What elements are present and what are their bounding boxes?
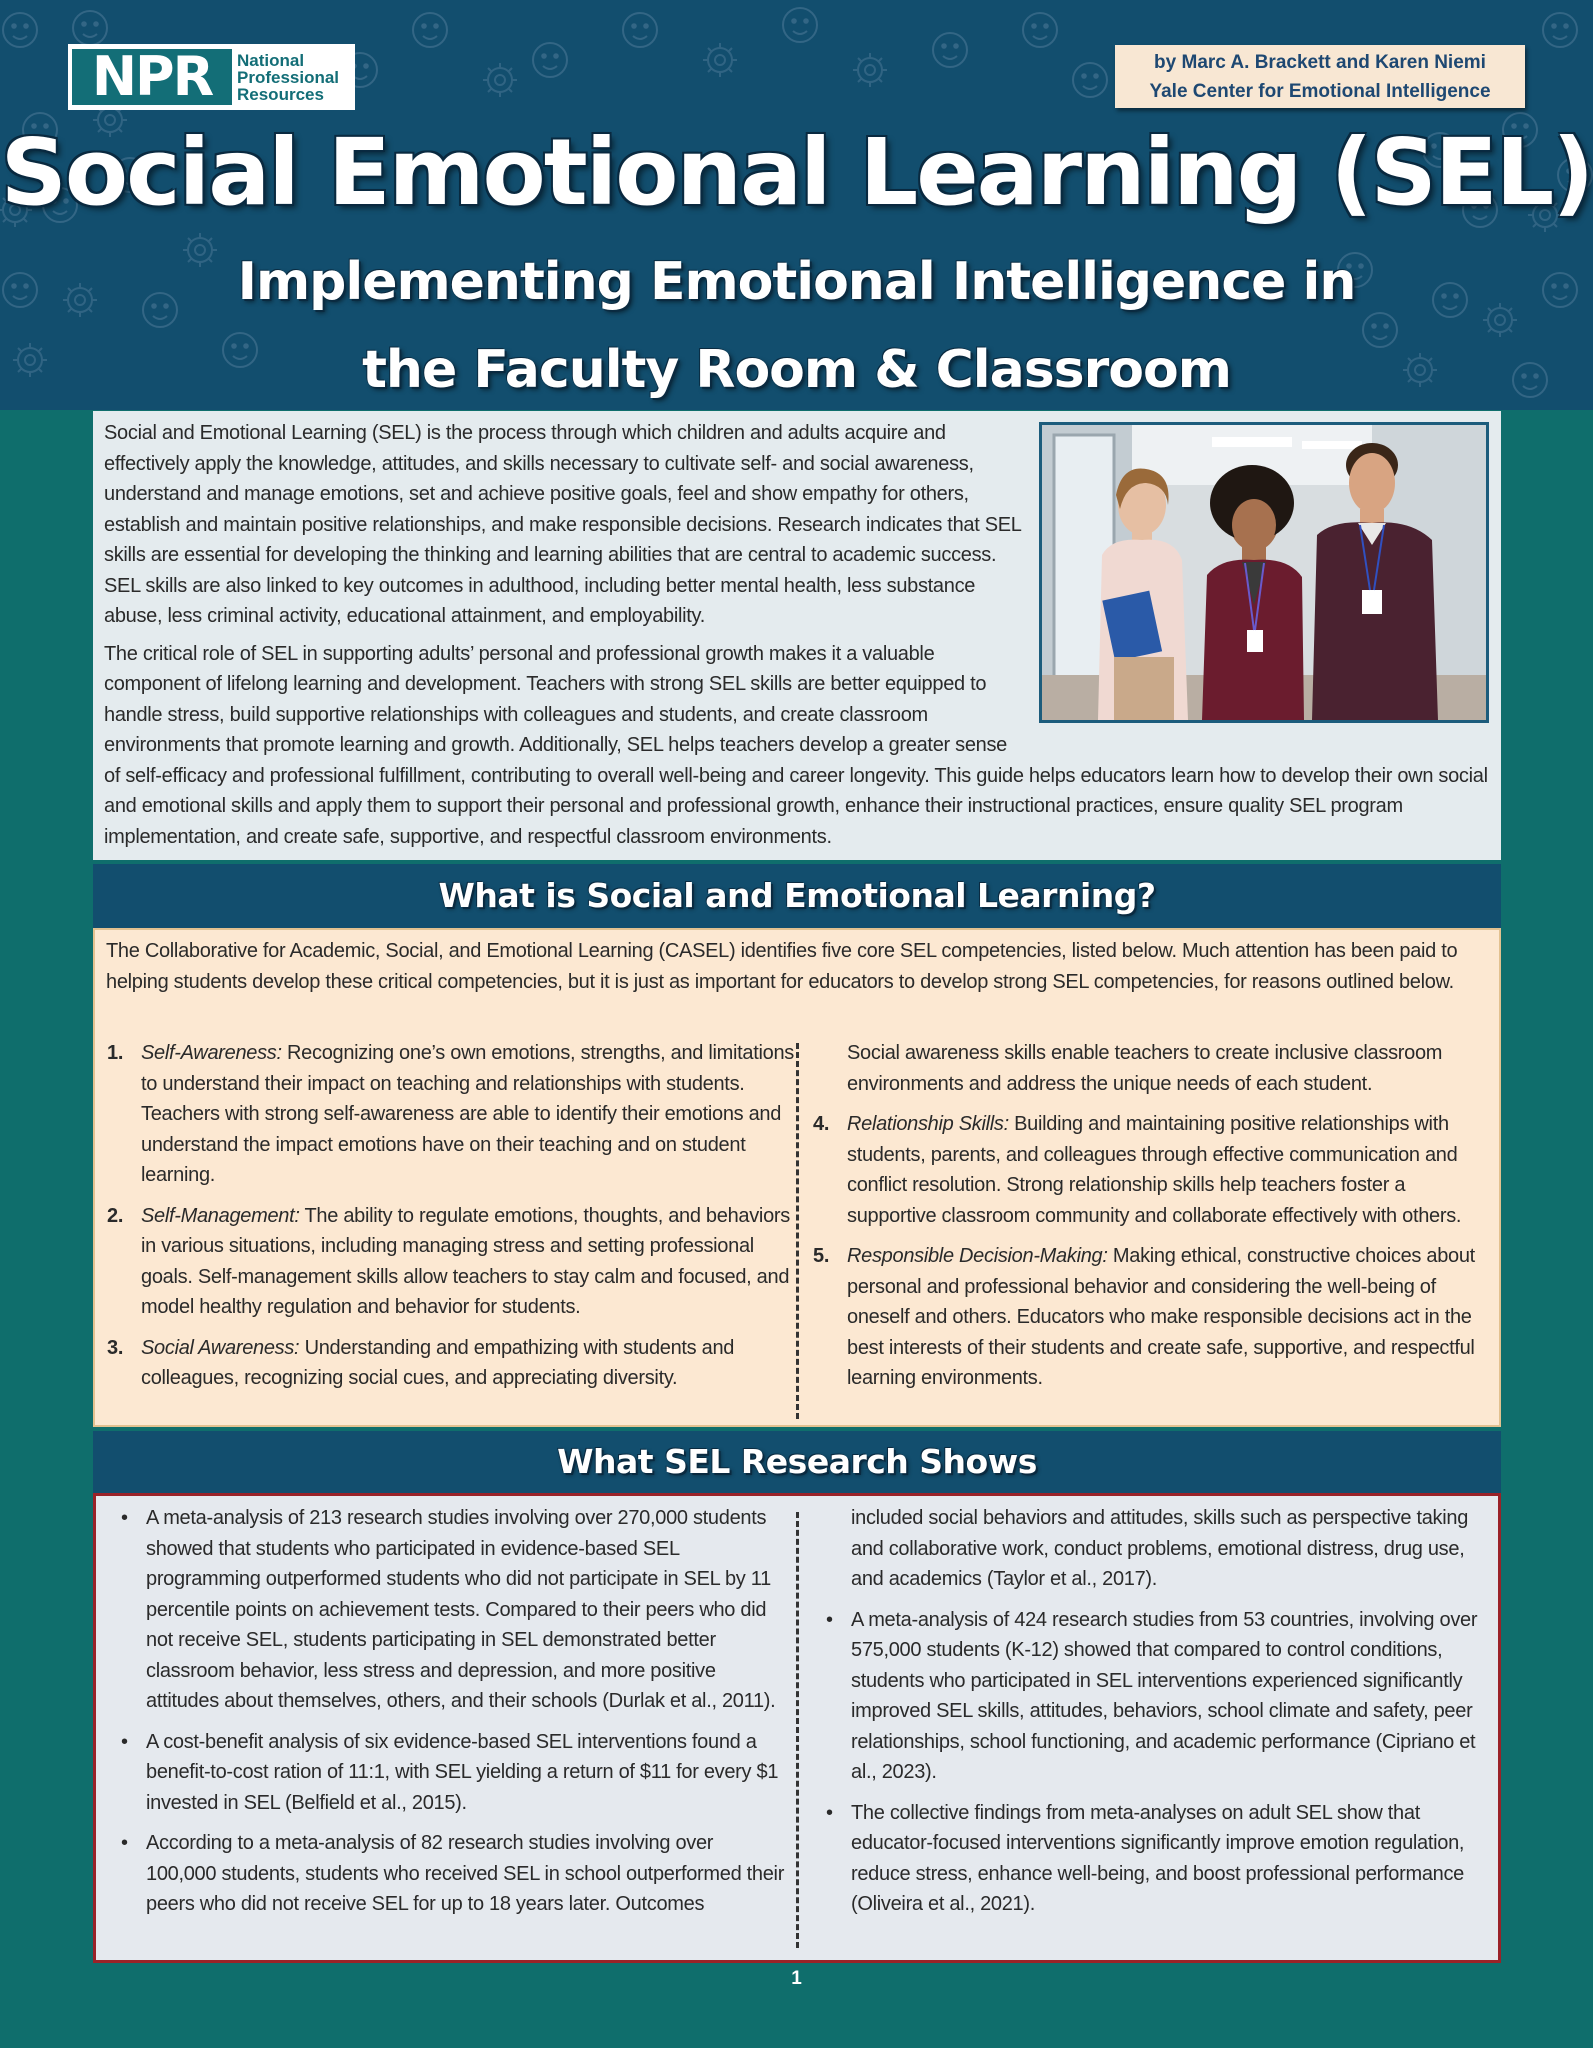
subtitle-line-2: the Faculty Room & Classroom	[362, 340, 1231, 400]
research-continuation: included social behaviors and attitudes, skills such as perspective taking and collaborative work, conduct problems, emotional distress, drug use, and academics (Taylor et al., 2017).	[851, 1507, 1469, 1590]
logo-mark: NPR	[72, 49, 232, 105]
competency-number: 1.	[107, 1042, 124, 1064]
competency-number: 2.	[107, 1204, 124, 1227]
bullet-glyph: •	[826, 1608, 833, 1631]
competency-item	[107, 1201, 797, 1323]
competency-item	[813, 1109, 1493, 1231]
competency-term: Social Awareness:	[141, 1336, 300, 1359]
competency-description: Recognizing one’s own emotions, strengths, and limitations to understand their impact on teaching and relationships with students. Teachers with strong self-awareness are able to identify their emotions and understand the impact emotions have on their teaching and on student learning.	[141, 1042, 794, 1186]
research-bullet-text: The collective findings from meta-analyses on adult SEL show that educator-focused interventions significantly improve emotion regulation, reduce stress, enhance well-being, and boost professional performance (Oliveira et al., 2021).	[851, 1801, 1465, 1915]
educators-photo	[1039, 422, 1489, 723]
competency-item	[107, 1038, 797, 1191]
research-bullet	[111, 1727, 786, 1819]
competency-description: The ability to regulate emotions, thoughts, and behaviors in various situations, including managing stress and setting professional goals. Self-management skills allow teachers to stay calm and focused, and model healthy regulation and behavior for students.	[141, 1204, 790, 1318]
logo-line-2: Professional	[237, 67, 340, 87]
what-is-sel-section	[93, 928, 1501, 1427]
logo-line-3: Resources	[237, 84, 324, 104]
research-section	[93, 1493, 1501, 1963]
research-bullet-text: A meta-analysis of 213 research studies involving over 270,000 students showed that students who participated in evidence-based SEL programming outperformed students who did not participate in SEL by 11 percentile points on achievement tests. Compared to their peers who did not receive SEL, students participating in SEL demonstrated better classroom behavior, less stress and depression, and more positive attitudes about themselves, others, and their schools (Durlak et al., 2011).	[146, 1507, 776, 1712]
bullet-glyph: •	[121, 1507, 128, 1529]
intro-text	[104, 418, 1500, 859]
intro-paragraph-1: Social and Emotional Learning (SEL) is the process through which children and adults acquire and effectively apply the knowledge, attitudes, and skills necessary to cultivate self- and social awareness, understand and manage emotions, set and achieve positive goals, feel and show empathy for others, establish and maintain positive relationships, and make responsible decisions. Research indicates that SEL skills are essential for developing the thinking and learning abilities that are central to academic success. SEL skills are also linked to key outcomes in adulthood, including better mental health, less substance abuse, less criminal activity, educational attainment, and employability.	[104, 422, 1021, 627]
bullet-glyph: •	[121, 1832, 128, 1854]
page-title: Social Emotional Learning (SEL)	[0, 119, 1593, 226]
pattern-middle	[343, 8, 1107, 97]
intro-section	[93, 411, 1501, 860]
research-bullet	[816, 1605, 1494, 1788]
logo-text	[237, 52, 339, 103]
bullet-glyph: •	[826, 1801, 833, 1824]
competency-term: Responsible Decision-Making:	[847, 1245, 1108, 1267]
bullet-glyph: •	[121, 1730, 128, 1753]
casel-intro-text: The Collaborative for Academic, Social, and Emotional Learning (CASEL) identifies five core SEL competencies, listed below. Much attention has been paid to helping students develop these critical competencies, but it is just as important for educators to develop strong SEL competencies, for reasons outlined below.	[106, 940, 1458, 993]
research-bullet	[111, 1503, 786, 1717]
competency-description: Making ethical, constructive choices about personal and professional behavior and considering the well-being of oneself and others. Educators who make responsible decisions act in the best interests of their students and create safe, supportive, and respectful learning environments.	[847, 1245, 1475, 1389]
research-right-column	[816, 1503, 1494, 1930]
logo-line-1: National	[237, 50, 305, 70]
research-bullet	[111, 1828, 786, 1920]
subtitle-line-1: Implementing Emotional Intelligence in	[237, 252, 1356, 312]
research-bullet-text: According to a meta-analysis of 82 research studies involving over 100,000 students, students who received SEL in school outperformed their peers who did not receive SEL for up to 18 years later. Outcomes	[146, 1832, 785, 1915]
header-banner	[0, 0, 1593, 410]
competency-number: 3.	[107, 1336, 124, 1359]
npr-logo	[68, 44, 355, 110]
competency-item	[813, 1241, 1493, 1394]
competency-description: Building and maintaining positive relationships with students, parents, and colleagues through effective communication and conflict resolution. Strong relationship skills help teachers foster a supportive classroom community and collaborate effectively with others.	[847, 1113, 1462, 1227]
competencies-right-column	[813, 1038, 1493, 1404]
page-subtitle	[0, 238, 1593, 410]
column-divider	[796, 1512, 799, 1948]
competency-number: 5.	[813, 1245, 830, 1267]
competency-item	[107, 1333, 797, 1394]
author-byline	[1115, 45, 1525, 108]
competency-term: Self-Management:	[141, 1204, 300, 1227]
competencies-left-column	[107, 1038, 797, 1404]
column-divider	[796, 1043, 799, 1419]
research-heading: What SEL Research Shows	[93, 1431, 1501, 1493]
byline-authors: by Marc A. Brackett and Karen Niemi	[1154, 52, 1486, 73]
byline-organization: Yale Center for Emotional Intelligence	[1149, 81, 1491, 102]
educators-photo-illustration	[1042, 425, 1486, 720]
research-left-column	[111, 1503, 786, 1930]
page-number: 1	[791, 1968, 802, 1989]
what-is-sel-heading: What is Social and Emotional Learning?	[93, 864, 1501, 928]
research-bullet	[816, 1798, 1494, 1920]
competency-description: Understanding and empathizing with students and colleagues, recognizing social cues, and appreciating diversity.	[141, 1336, 735, 1389]
intro-paragraph-2: The critical role of SEL in supporting adults’ personal and professional growth makes it a valuable component of lifelong learning and development. Teachers with strong SEL skills are better equipped to handle stress, build supportive relationships with colleagues and students, and create classroom environments that promote learning and growth. Additionally, SEL helps teachers develop a greater sense of self-efficacy and professional fulfillment, contributing to overall well-being and career longevity. This guide helps educators learn how to develop their own social and emotional skills and apply them to support their personal and professional growth, enhance their instructional practices, ensure quality SEL program implementation, and create safe, supportive, and respectful classroom environments.	[104, 642, 1488, 848]
competency-number: 4.	[813, 1113, 830, 1135]
competency-term: Self-Awareness:	[141, 1042, 282, 1064]
competency-term: Relationship Skills:	[847, 1113, 1009, 1135]
research-bullet-text: A meta-analysis of 424 research studies from 53 countries, involving over 575,000 students (K-12) showed that compared to control conditions, students who participated in SEL interventions experienced significantly improved SEL skills, attitudes, behaviors, school climate and safety, peer relationships, school functioning, and academic performance (Cipriano et al., 2023).	[851, 1608, 1478, 1783]
research-bullet-text: A cost-benefit analysis of six evidence-based SEL interventions found a benefit-to-cost ration of 11:1, with SEL yielding a return of $11 for every $1 invested in SEL (Belfield et al., 2015).	[146, 1730, 779, 1814]
social-awareness-continuation: Social awareness skills enable teachers to create inclusive classroom environments and address the unique needs of each student.	[847, 1042, 1443, 1095]
